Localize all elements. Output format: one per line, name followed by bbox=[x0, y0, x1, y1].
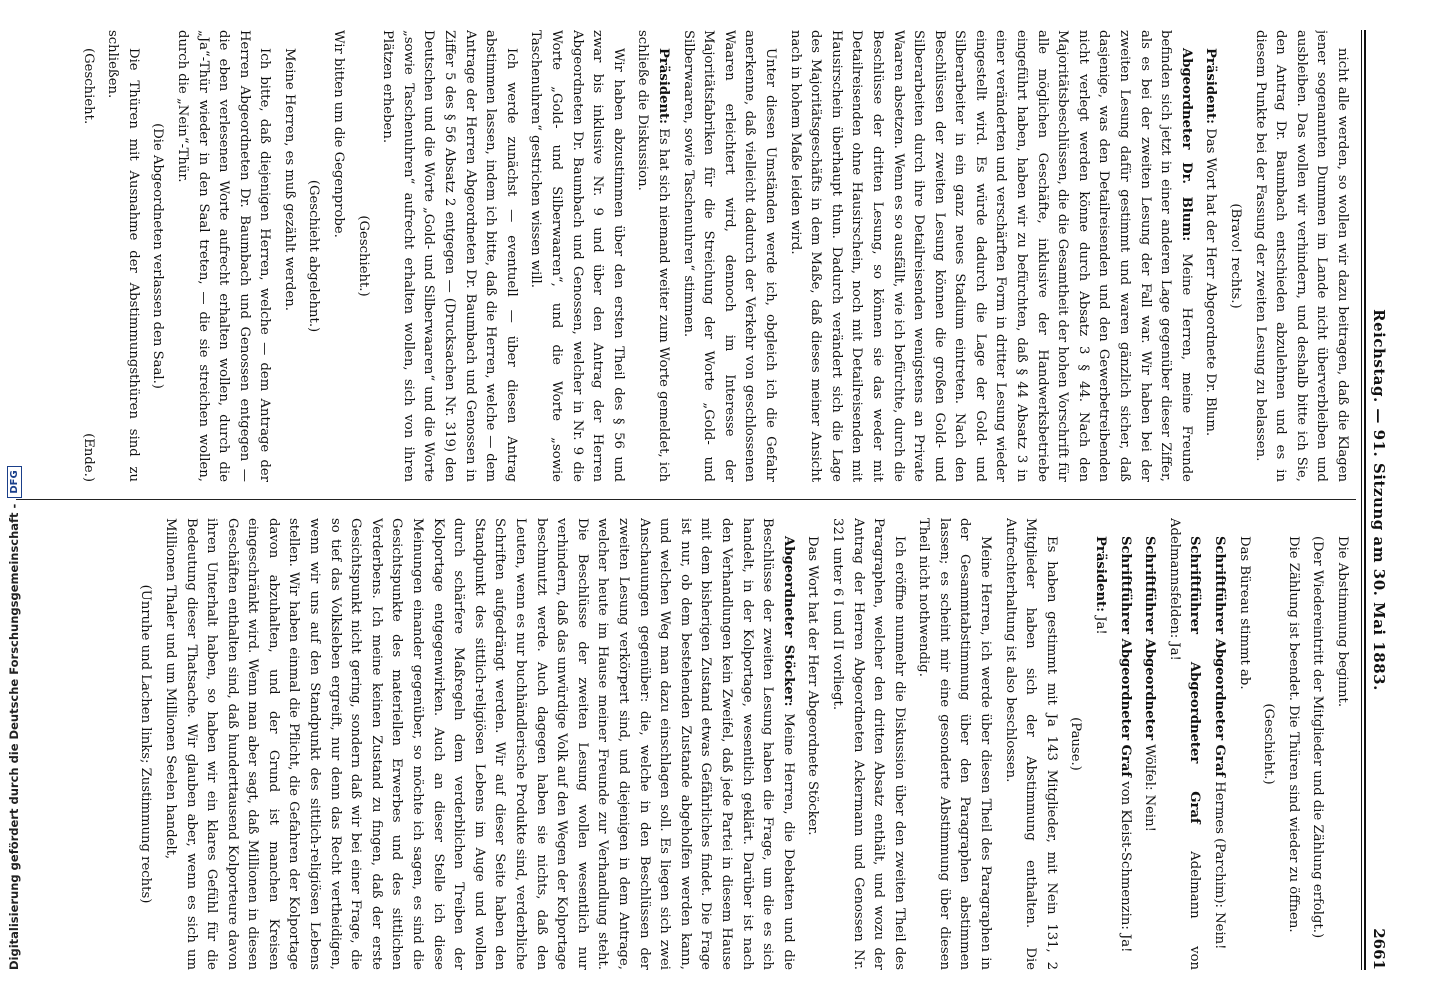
speaker-name: Präsident: bbox=[656, 48, 671, 125]
stage-direction: (Unruhe und Lachen links; Zustimmung rechts) bbox=[138, 584, 154, 904]
column-divider bbox=[16, 499, 1356, 500]
page-header bbox=[1364, 30, 1392, 970]
digitization-credit-text: Digitalisierung gefördert durch die Deutsche Forschungsgemeinschaft - bbox=[7, 503, 21, 970]
paragraph: Die Thüren mit Ausnahme der Abstimmungsthüren sind zu schließen. bbox=[105, 30, 141, 482]
stage-direction: (Geschieht.) bbox=[1261, 703, 1277, 785]
closing-right: (Ende.) bbox=[80, 433, 96, 482]
speaker-name: Schriftführer Abgeordneter Graf bbox=[1212, 536, 1228, 778]
speech-paragraph bbox=[159, 518, 797, 970]
text-column-left bbox=[16, 30, 1356, 482]
stage-direction: (Geschieht.) bbox=[355, 215, 371, 297]
speech-text: Hermes (Parchim): Nein! bbox=[1212, 781, 1228, 950]
page-number: 2661 bbox=[1370, 928, 1388, 970]
speech-paragraph bbox=[1139, 518, 1160, 970]
closing-left: (Geschieht. bbox=[80, 48, 96, 125]
speech-text: Meine Herren, meine Freunde befinden sich jetzt in einer anderen Lage gegenüber dieser Ziffer, als es bei der zweiten Lesung der Fall war. Wir haben bei der zweiten Lesung dafür gestimmt und waren gänzlich sicher, daß dasjenige, was den Detailreisenden und den Gewerbetreibenden nicht verlegt werden könne durch Absatz 3 § 44. Nach den Majoritätsbeschlüssen, die die Gesamtheit der hohen Vorschrift für alle möglichen Geschäfte, inklusive der Handwerksbetriebe eingeführt haben, haben wir zu befürchten, daß § 44 Absatz 3 in einer veränderten und verschärften Form in dritter Lesung wieder eingestellt wird. Es würde dadurch die Lage der Gold- und Silberarbeiter in ein ganz neues Stadium eintreten. Nach den Beschlüssen der zweiten Lesung können die großen Gold- und Silberarbeiten durch ihre Detailreisenden wenigstens an Private Waaren absetzen. Wenn es so ausfällt, wie ich befürchte, durch die Beschlüsse der dritten Lesung, so können sie das weder mit Detailreisenden ohne Hausirschein, noch mit Detailreisenden mit Hausirschein überhaupt thun. Dadurch verändert sich die Lage des Majoritätsgeschäfts in dem Maße, daß dieses meiner Ansicht nach in hohem Maße leiden wird. bbox=[787, 30, 1194, 482]
speaker-name: Schriftführer Abgeordneter Graf bbox=[1187, 536, 1203, 824]
paragraph: Wir bitten um die Gegenprobe. bbox=[331, 30, 347, 238]
paragraph: (Der Wiedereintritt der Mitglieder und die Zählung erfolgt.) bbox=[1310, 536, 1326, 939]
paragraph: Unter diesen Umständen werde ich, obgleich ich die Gefahr anerkenne, daß vielleicht dadurch der Verkehr von geschlossenen Waaren erleichtert wird, dennoch im Interesse der Majoritätsfabriken für die Streichung der Worte „Gold- und Silberwaaren, sowie Taschenuhren“ stimmen. bbox=[680, 30, 778, 482]
stage-direction: (Pause.) bbox=[1068, 717, 1084, 771]
speech-paragraph bbox=[1208, 518, 1229, 970]
digitization-credit bbox=[0, 0, 28, 1000]
paragraph: Das Wort hat der Herr Abgeordnete Stöcker. bbox=[805, 536, 821, 836]
speaker-name: Präsident: bbox=[1093, 536, 1109, 613]
paragraph: Ich eröffne nunmehr die Diskussion über den zweiten Theil des Paragraphen, welcher den dritten Absatz enthält, und wozu der Antrag der Herren Abgeordneten Ackermann und Genossen Nr. 321 unter 6 I und II vorliegt. bbox=[829, 518, 907, 970]
stage-direction: (Geschieht abgelehnt.) bbox=[306, 179, 322, 333]
speech-text: von Kleist-Schmenzin: Ja! bbox=[1117, 781, 1133, 953]
speech-text: Meine Herren, die Debatten und die Beschlüsse der zweiten Lesung haben die Frage, um die es sich handelt, in der Kolportage, wesentlich geklärt. Darüber ist nach den Verhandlungen kein Zweifel, daß jede Partei in diesem Hause mit dem bisherigen Zustand etwas Gefährliches findet. Die Frage ist nur, ob dem bestehenden Zustande abgeholfen werden kann, und welchen Weg man dazu einschlagen soll. Es liegen sich zwei Anschauungen gegenüber: die, welche in den Beschlüssen der zweiten Lesung verkörpert sind, und diejenigen in dem Antrage, welcher heute im Hause meiner Freunde zur Verhandlung steht. Die Beschlüsse der zweiten Lesung wollen wesentlich nur verhindern, daß das unwürdige Volk auf den Wegen der Kolportage beschmutzt werde. Auch dagegen haben sie nichts, daß den Leuten, wenn es nur buchhändlerische Produkte sind, verderbliche Schriften aufgedrängt werden. Wir auf dieser Seite haben den Standpunkt des sittlich-religiösen Lebens im Auge und wollen durch schärfere Maßregeln dem verderblichen Treiben der Kolportage entgegenwirken. Auch an dieser Stelle ich diese Meinungen einander gegenüber, so möchte ich sagen, es sind die Gesichtspunkte des materiellen Erwerbes und des sittlichen Verderbens. Ich meine keinen Zustand zu fingen, daß der erste Gesichtspunkt nicht gering, sondern daß wir bei einer Frage, die so tief das Volksleben ergreift, nur denn das Recht vertheidigen, wenn wir uns auf den Standpunkt des sittlich-religiösen Lebens stellen. Wir haben einmal die Pflicht, die Gefahren der Kolportage davon abzuhalten, und der Grund ist manchen Kreisen eingeschränkt wird. Wenn man aber sagt, daß Millionen in diesen Geschäften enthalten sind, daß hunderttausend Kolporteure davon ihren Unterhalt haben, so haben wir ein klares Gefühl für die Bedeutung dieser Thatsache. Wir glauben aber, wenn es sich um Millionen Thaler und um Millionen Seelen handelt, bbox=[162, 518, 796, 970]
speech-paragraph bbox=[1114, 518, 1135, 970]
speech-paragraph bbox=[784, 30, 1196, 482]
stage-direction: (Bravo! rechts.) bbox=[1228, 203, 1244, 309]
speech-paragraph bbox=[632, 30, 673, 482]
paragraph: Ich werde zunächst — eventuell — über diesen Antrag abstimmen lassen, indem ich bitte, daß die Herren, welche — dem Antrage der Herren Abgeordneten Dr. Baumbach und Genossen in Ziffer 5 des § 56 Absatz 2 entgegen — (Drucksachen Nr. 319) den Deutschen und die Worte „Gold- und Silberwaaren“ und die Worte „sowie Taschenuhren“ aufrecht erhalten wollen, sich von ihren Plätzen erheben. bbox=[380, 30, 519, 482]
speech-text: Adelmann von Adelmannsfelden: Ja! bbox=[1166, 518, 1203, 970]
speech-text: Wölfel: Nein! bbox=[1142, 744, 1158, 832]
speaker-name: Präsident: bbox=[1203, 48, 1219, 125]
dfg-logo: DFG bbox=[7, 466, 22, 497]
speaker-name: Abgeordneter Stöcker: bbox=[780, 536, 796, 707]
paragraph: Meine Herren, es muß gezählt werden. bbox=[281, 48, 297, 311]
speech-text: Ja! bbox=[1093, 616, 1109, 635]
speech-text: Es hat sich niemand weiter zum Worte gemeldet, ich schließe die Diskussion. bbox=[635, 30, 671, 482]
speech-text: Das Wort hat der Herr Abgeordnete Dr. Blum. bbox=[1203, 128, 1219, 437]
paragraph: Meine Herren, ich werde über diesen Theil des Paragraphen in der Gesammtabstimmung über den Paragraphen abstimmen lassen; es scheint mir eine gesonderte Abstimmung über diesen Theil nicht nothwendig. bbox=[916, 518, 994, 970]
paragraph: nicht alle werden, so wollen wir dazu beitragen, daß die Klagen jener sogenannten Dummen im Lande nicht überverbleiben und ausbleiben. Das wollen wir verhindern, und deshalb bitte ich Sie, den Antrag Dr. Baumbach entschieden abzulehnen und es in diesem Punkte bei der Fassung der zweiten Lesung zu belassen. bbox=[1252, 30, 1350, 482]
speech-paragraph bbox=[1200, 30, 1221, 482]
header-divider bbox=[1361, 30, 1362, 970]
paragraph: Wir haben abzustimmen über den ersten Theil des § 56 und zwar bis inklusive Nr. 9 und über den Antrag der Herren Abgeordneten Dr. Baumbach und Genossen, welcher in Nr. 9 die Worte „Gold- und Silberwaaren“, und die Worte „sowie Taschenuhren“ gestrichen wissen will. bbox=[528, 30, 626, 482]
speech-paragraph bbox=[1089, 518, 1110, 970]
paragraph: Ich bitte, daß diejenigen Herren, welche — dem Antrage der Herren Abgeordneten Dr. Baumbach und Genossen entgegen — die eben verlesenen Worte aufrecht erhalten wollen, durch die „Ja“-Thür wieder in den Saal treten, — die sie streichen wollen, durch die „Nein“-Thür. bbox=[174, 30, 273, 482]
stage-direction: (Die Abgeordneten verlassen den Saal.) bbox=[150, 123, 166, 389]
paragraph: Die Abstimmung beginnt. bbox=[1335, 536, 1350, 708]
speech-paragraph bbox=[1163, 518, 1204, 970]
paragraph: Das Büreau stimmt ab. bbox=[1236, 536, 1252, 690]
text-column-right bbox=[16, 518, 1356, 970]
page-running-title: Reichstag. — 91. Sitzung am 30. Mai 1883. bbox=[1370, 309, 1388, 691]
speaker-name: Schriftführer Abgeordneter Graf bbox=[1117, 536, 1133, 778]
paragraph: Die Zählung ist beendet. Die Thüren sind wieder zu öffnen. bbox=[1285, 536, 1301, 933]
speaker-name: Schriftführer Abgeordneter bbox=[1142, 536, 1158, 741]
closing-row bbox=[77, 30, 98, 482]
paragraph: Es haben gestimmt mit Ja 143 Mitglieder, mit Nein 131, 2 Mitglieder haben sich der Abstimmung enthalten. Die Aufrechterhaltung ist also beschlossen. bbox=[1002, 518, 1059, 970]
speaker-name: Abgeordneter Dr. Blum: bbox=[1178, 48, 1194, 242]
